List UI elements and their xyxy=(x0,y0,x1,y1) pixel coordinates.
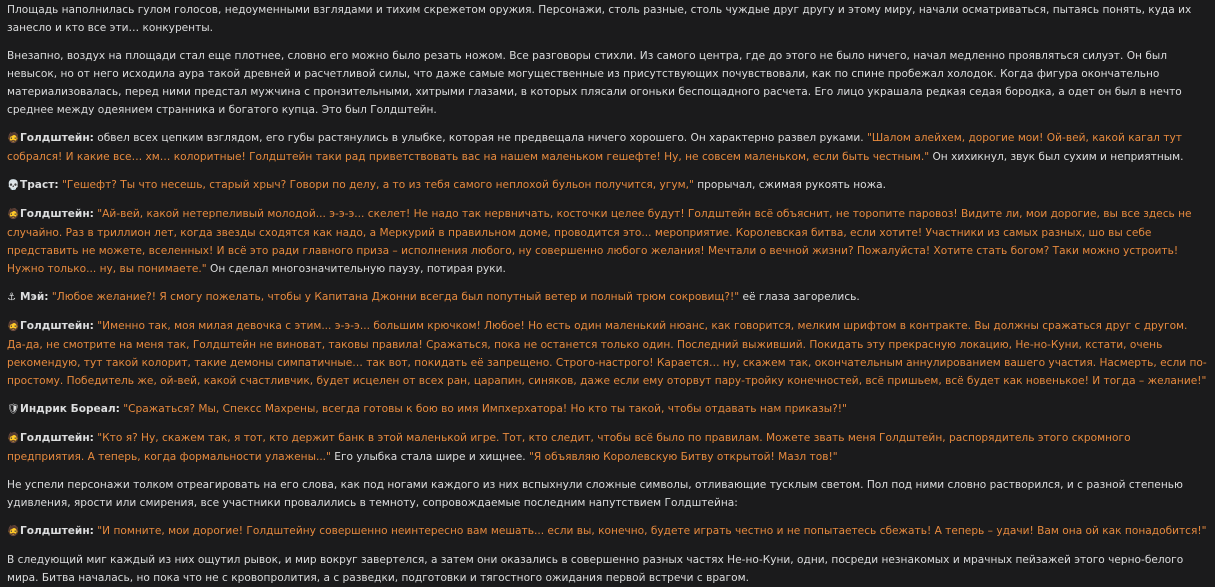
chat-message xyxy=(7,400,1209,419)
dialogue-text: "Гешефт? Ты что несешь, старый хрыч? Говори по делу, а то из тебя самого неплохой бульон получится, угум," xyxy=(62,179,694,191)
chat-message xyxy=(7,205,1209,278)
skull-icon: 💀 xyxy=(7,180,20,191)
anchor-icon: ⚓ xyxy=(7,292,16,303)
dialogue-text: "Именно так, моя милая девочка с этим... э-э-э... большим крючком! Любое! Но есть один маленький нюанс, как говорится, мелким шрифтом в контракте. Вы должны сражаться друг с другом. Да-да, не смотрите на меня так, Голдштейн не виноват, таковы правила! Сражаться, пока не останется только один. Последний выживший. Покидать эту прекрасную локацию, Не-но-Куни, кстати, очень рекомендую, тут такой колорит, такие демоны симпатичные… так вот, покидать её запрещено. Строго-настрого! Карается… ну, скажем так, окончательным аннулированием вашего участия. Насмерть, если по-простому. Победитель же, ой-вей, какой счастливчик, будет исцелен от всех ран, царапин, синяков, даже если ему оторвут пару-тройку конечностей, всё пришьем, всё будет как новенькое! И тогда – желание!" xyxy=(7,320,1207,387)
chat-message xyxy=(7,429,1209,466)
narration-text: прорычал, сжимая рукоять ножа. xyxy=(693,179,887,191)
speaker-name: Голдштейн: xyxy=(20,525,94,537)
narration-text: Внезапно, воздух на площади стал еще плотнее, словно его можно было резать ножом. Все разговоры стихли. Из самого центра, где до этого не было ничего, начал медленно проявляться силуэт. Он был невысок, но от него исходила аура такой древней и расчетливой силы, что даже самые могущественные из присутствующих почувствовали, как по спине пробежал холодок. Когда фигура окончательно материализовалась, перед ними предстал мужчина с пронзительными, хитрыми глазами, в которых плясали огоньки беспощадного расчета. Его лицо украшала редкая седая бородка, а одет он был в нечто среднее между одеянием странника и богатого купца. Это был Голдштейн. xyxy=(7,50,1182,116)
dialogue-text: "Ай-вей, какой нетерпеливый молодой... э-э-э... скелет! Не надо так нервничать, косточки целее будут! Голдштейн всё объяснит, не торопите паровоз! Видите ли, мои дорогие, вы все здесь не случайно. Раз в триллион лет, когда звезды сходятся как надо, а Меркурий в правильном доме, проводится это... мероприятие. Королевская битва, если хотите! Участники из самых разных, шо вы себе представить не можете, вселенных! И всё это ради главного приза – исполнения любого, ну совершенно любого желания! Мечтали о вечной жизни? Пожалуйста! Хотите стать богом? Таки можно устроить! Нужно только... ну, вы понимаете." xyxy=(7,208,1192,275)
chat-message xyxy=(7,129,1209,166)
narration-text: Не успели персонажи толком отреагировать на его слова, как под ногами каждого из них вспыхнули сложные символы, отливающие тусклым светом. Пол под ними словно растворился, и с разной степенью удивления, ярости или смирения, все участники провалились в темноту, сопровождаемые последним напутствием Голдштейна: xyxy=(7,479,1183,509)
dialogue-text: "Любое желание?! Я смогу пожелать, чтобы у Капитана Джонни всегда был попутный ветер и полный трюм сокровищ?!" xyxy=(51,291,740,303)
chat-message xyxy=(7,317,1209,390)
bearded-man-icon: 🧔 xyxy=(7,526,20,537)
narration-text: Его улыбка стала шире и хищнее. xyxy=(330,451,529,463)
bearded-man-icon: 🧔 xyxy=(7,433,20,444)
speaker-name: Голдштейн: xyxy=(20,432,94,444)
speaker-name: Траст: xyxy=(20,179,59,191)
bearded-man-icon: 🧔 xyxy=(7,321,20,332)
speaker-name: Голдштейн: xyxy=(20,320,94,332)
narration-paragraph xyxy=(7,47,1209,119)
dialogue-text: "Кто я? Ну, скажем так, я тот, кто держит банк в этой маленькой игре. Тот, кто следит, чтобы всё было по правилам. Можете звать меня Голдштейн, распорядитель этого скромного предприятия. А теперь, когда формальности улажены..." xyxy=(7,432,1131,463)
narration-paragraph xyxy=(7,476,1209,512)
speaker-name: Мэй: xyxy=(20,291,49,303)
dialogue-text: "И помните, мои дорогие! Голдштейну совершенно неинтересно вам мешать... если вы, конечно, будете играть честно и не попытаетесь сбежать! А теперь – удачи! Вам она ой как понадобится!" xyxy=(97,525,1207,537)
chat-message xyxy=(7,522,1209,541)
narration-text: Площадь наполнилась гулом голосов, недоуменными взглядами и тихим скрежетом оружия. Персонажи, столь разные, столь чуждые друг другу и этому миру, начали осматриваться, пытаясь понять, куда их занесло и кто все эти… конкуренты. xyxy=(7,4,1192,34)
speaker-name: Голдштейн: xyxy=(20,132,94,144)
bearded-man-icon: 🧔 xyxy=(7,209,20,220)
chat-message xyxy=(7,288,1209,307)
bearded-man-icon: 🧔 xyxy=(7,133,20,144)
narration-paragraph xyxy=(7,551,1209,587)
dialogue-text: "Я объявляю Королевскую Битву открытой! Мазл тов!" xyxy=(528,451,838,463)
narration-text: В следующий миг каждый из них ощутил рывок, и мир вокруг завертелся, а затем они оказались в совершенно разных частях Не-но-Куни, одни, посреди незнакомых и мрачных пейзажей этого черно-белого мира. Битва началась, но пока что не с кровопролития, а с разведки, подготовки и тягостного ожидания первой встречи с врагом. xyxy=(7,554,1184,584)
chat-message xyxy=(7,176,1209,195)
speaker-name: Индрик Бореал: xyxy=(20,403,120,415)
dialogue-text: "Сражаться? Мы, Спексс Махрены, всегда готовы к бою во имя Импхерхатора! Но кто ты такой, чтобы отдавать нам приказы?!" xyxy=(123,403,847,415)
narration-text: Он хихикнул, звук был сухим и неприятным. xyxy=(929,151,1184,163)
narration-paragraph xyxy=(7,1,1209,37)
shield-icon: 🛡 xyxy=(7,404,20,415)
narration-text: обвел всех цепким взглядом, его губы растянулись в улыбке, которая не предвещала ничего хорошего. Он характерно развел руками. xyxy=(93,132,867,144)
narration-text: Он сделал многозначительную паузу, потирая руки. xyxy=(206,263,506,275)
speaker-name: Голдштейн: xyxy=(20,208,94,220)
narration-text: её глаза загорелись. xyxy=(739,291,860,303)
dialogue-text: "Шалом алейхем, дорогие мои! Ой-вей, какой кагал тут собрался! И какие все… хм… колоритные! Голдштейн таки рад приветствовать вас на нашем маленьком гешефте! Ну, не совсем маленьком, если быть честным." xyxy=(7,132,1182,163)
